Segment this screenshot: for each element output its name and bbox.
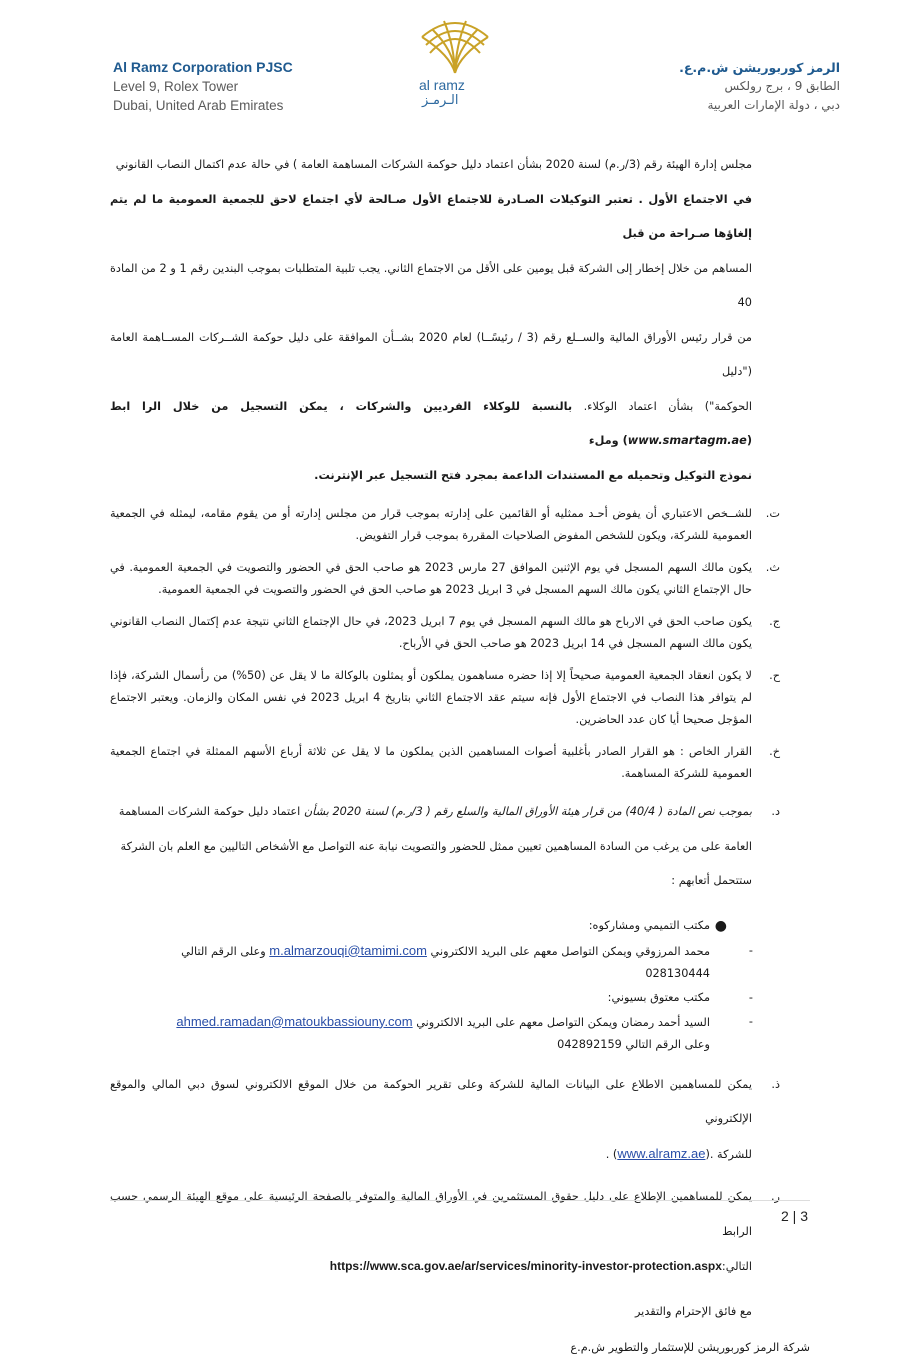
letterhead	[0, 0, 920, 125]
list-text: ) .	[605, 1147, 618, 1161]
list-item	[110, 665, 810, 731]
alramz-website-link[interactable]: www.alramz.ae	[617, 1145, 706, 1161]
list-marker: ت.	[765, 507, 780, 520]
company-address-ar	[679, 58, 840, 115]
dash-icon: -	[748, 990, 753, 1004]
list-item-investor-rights	[110, 1180, 810, 1285]
contact-text: محمد المرزوقي ويمكن التواصل معهم على البريد الالكتروني	[426, 944, 710, 958]
contact-phone: 028130444	[645, 966, 710, 980]
contact-phone: وعلى الرقم التالي 042892159	[557, 1037, 710, 1051]
list-line: يمكن للمساهمين الإطلاع على دليل حقوق المستثمرين في الأوراق المالية والمتوفر بالصفحة الرئيسية على موقع الهيئة الرسمي حسب الرابط	[110, 1190, 752, 1238]
list-line: يمكن للمساهمين الاطلاع على البيانات المالية للشركة وعلى تقرير الحوكمة من خلال الموقع الالكتروني لسوق دبي المالي والموقع الإلكتروني	[110, 1077, 752, 1125]
intro-line: مجلس إدارة الهيئة رقم (3/ر.م) لسنة 2020 بشأن اعتماد دليل حوكمة الشركات المساهمة العامة ) في حالة عدم اكتمال النصاب القانوني	[115, 158, 752, 171]
address-city-en: Dubai, United Arab Emirates	[113, 98, 284, 113]
list-marker: خ.	[769, 745, 780, 758]
list-line: العامة على من يرغب من السادة المساهمين تعيين ممثل للحضور والتصويت نيابة عنه التواصل مع الأشخاص التاليين مع العلم بان الشركة	[120, 839, 752, 853]
contact-text: السيد أحمد رمضان ويمكن التواصل معهم على البريد الالكتروني	[412, 1015, 710, 1029]
office-tamimi	[110, 915, 810, 937]
address-city-ar: دبي ، دولة الإمارات العربية	[707, 98, 840, 112]
contacts-block	[110, 915, 810, 1056]
office-name: مكتب معتوق بسيوني:	[607, 990, 710, 1004]
list-text: القرار الخاص : هو القرار الصادر بأغلبية أصوات المساهمين الذين يملكون ما لا يقل عن ثلاثة أرباع الأسهم الممثلة في اجتماع الجمعية العمومية للشركة المساهمة.	[110, 745, 752, 780]
list-marker: ح.	[769, 669, 780, 682]
email-link-tamimi[interactable]: m.almarzouqi@tamimi.com	[269, 942, 427, 958]
intro-text-bold: ) وملء	[588, 434, 628, 447]
list-line: ستتحمل أتعابهم :	[671, 874, 752, 887]
intro-line: المساهم من خلال إخطار إلى الشركة قبل يومين على الأقل من الاجتماع الثاني. يجب تلبية المتطلبات بموجب البندين رقم 1 و 2 من المادة 40	[110, 261, 753, 309]
contact-text: وعلى الرقم التالي	[181, 944, 270, 958]
intro-paragraph	[110, 148, 810, 493]
company-logo	[410, 15, 500, 115]
list-text: للشــخص الاعتباري أن يفوض أحـد ممثليه أو القائمين على إدارته بموجب قرار من مجلس إدارته أو من يقوم مقامه، ليمثله في الجمعية العمومية للشركة، ويكون للشخص المفوض الصلاحيات المقررة بموجب قرار التفويض.	[110, 507, 752, 542]
email-link-matouk[interactable]: ahmed.ramadan@matoukbassiouny.com	[176, 1013, 413, 1029]
closing-line: مع فائق الإحترام والتقدير	[634, 1304, 752, 1318]
smartagm-link[interactable]: www.smartagm.ae	[627, 434, 747, 447]
list-line	[110, 795, 752, 830]
list-marker: ث.	[765, 561, 780, 574]
intro-line: نموذج التوكيل وتحميله مع المستندات الداعمة بمجرد فتح التسجيل عبر الإنترنت.	[314, 468, 752, 482]
list-marker: ذ.	[771, 1077, 780, 1091]
letter-body	[110, 148, 810, 1365]
page-number: 2 | 3	[781, 1208, 808, 1224]
list-item	[110, 741, 810, 785]
list-item	[110, 611, 810, 655]
intro-line: من قرار رئيس الأوراق المالية والســلع رقم (3 / رئيسًــا) لعام 2020 بشــأن الموافقة على دليل حوكمة الشــركات المســاهمة العامة ("دليل	[110, 330, 752, 378]
company-name-en: Al Ramz Corporation PJSC	[113, 59, 293, 75]
list-line	[110, 1249, 752, 1285]
list-text-italic: بموجب نص المادة ( 40/4) من قرار هيئة الأوراق المالية والسلع رقم ( 3/ر.م) لسنة 2020 بشأن	[303, 805, 752, 818]
list-marker: ر.	[770, 1190, 780, 1203]
list-item	[110, 557, 810, 601]
list-text: لا يكون انعقاد الجمعية العمومية صحيحاً إلا إذا حضره مساهمون يملكون أو يمثلون بالوكالة ما لا يقل عن (50%) من رأسمال الشركة، فإذا لم يتوافر هذا النصاب في الاجتماع الأول فإنه سيتم عقد الاجتماع الثاني بتاريخ 4 ابريل 2023 في نفس المكان والزمان. ويعتبر الاجتماع المؤجل صحيحا أيا كان عدد الحاضرين.	[110, 669, 753, 726]
list-text: للشركة .(	[705, 1147, 752, 1161]
intro-text: الحوكمة") بشأن اعتماد الوكلاء.	[572, 399, 752, 413]
list-text: يكون صاحب الحق في الارباح هو مالك السهم المسجل في يوم 7 ابريل 2023، في حال الإجتماع الثاني نتيجة عدم إكتمال النصاب القانوني يكون مالك السهم المسجل في 14 ابريل 2023 هو صاحب الحق في الأرباح.	[110, 615, 752, 650]
list-item-proxy-representatives	[110, 795, 810, 899]
dash-icon: -	[748, 1014, 753, 1028]
company-address-en	[113, 58, 293, 115]
address-line-ar: الطابق 9 ، برج رولكس	[724, 79, 840, 93]
sca-link[interactable]: https://www.sca.gov.ae/ar/services/minority-investor-protection.aspx	[329, 1259, 722, 1273]
bullet-icon: ●	[714, 917, 727, 934]
contact-person	[110, 940, 810, 985]
intro-text-bold: بالنسبة للوكلاء الفرديين والشركات ، يمكن التسجيل من خلال الرا ابط (	[110, 399, 752, 447]
logo-text-en: al ramz	[419, 77, 465, 93]
list-text: التالي:	[721, 1260, 752, 1273]
logo-emblem-icon	[410, 15, 500, 77]
list-item-financials	[110, 1068, 810, 1173]
company-name-ar: الرمز كوربوريشن ش.م.ع.	[679, 60, 840, 75]
list-text: يكون مالك السهم المسجل في يوم الإثنين الموافق 27 مارس 2023 هو صاحب الحق في الحضور والتصويت في الجمعية العمومية. في حال الإجتماع الثاني يكون مالك السهم المسجل في 3 ابريل 2023 هو صاحب الحق في الحضور والتصويت في الجمعية العمومية.	[110, 561, 753, 596]
list-item	[110, 503, 810, 547]
address-line-en: Level 9, Rolex Tower	[113, 79, 239, 94]
logo-text-ar: الـرمـز	[422, 93, 459, 108]
contact-person	[110, 1011, 810, 1056]
dash-icon: -	[748, 943, 753, 957]
signature-line: شركة الرمز كوربوريشن للإستثمار والتطوير ش.م.ع	[570, 1340, 810, 1354]
list-text: اعتماد دليل حوكمة الشركات المساهمة	[118, 805, 304, 818]
list-marker: د.	[771, 805, 780, 818]
list-line	[110, 1137, 752, 1173]
intro-line	[110, 390, 752, 459]
list-marker: ج.	[769, 615, 780, 628]
office-matouk	[110, 987, 810, 1009]
intro-line: في الاجتماع الأول . تعتبر التوكيلات الصـادرة للاجتماع الأول صـالحة لأي اجتماع لاحق للجمعية العمومية ما لم يتم إلغاؤها صـراحة من قبل	[110, 192, 752, 240]
office-name: مكتب التميمي ومشاركوه:	[588, 918, 710, 932]
footer-divider	[110, 1200, 810, 1201]
